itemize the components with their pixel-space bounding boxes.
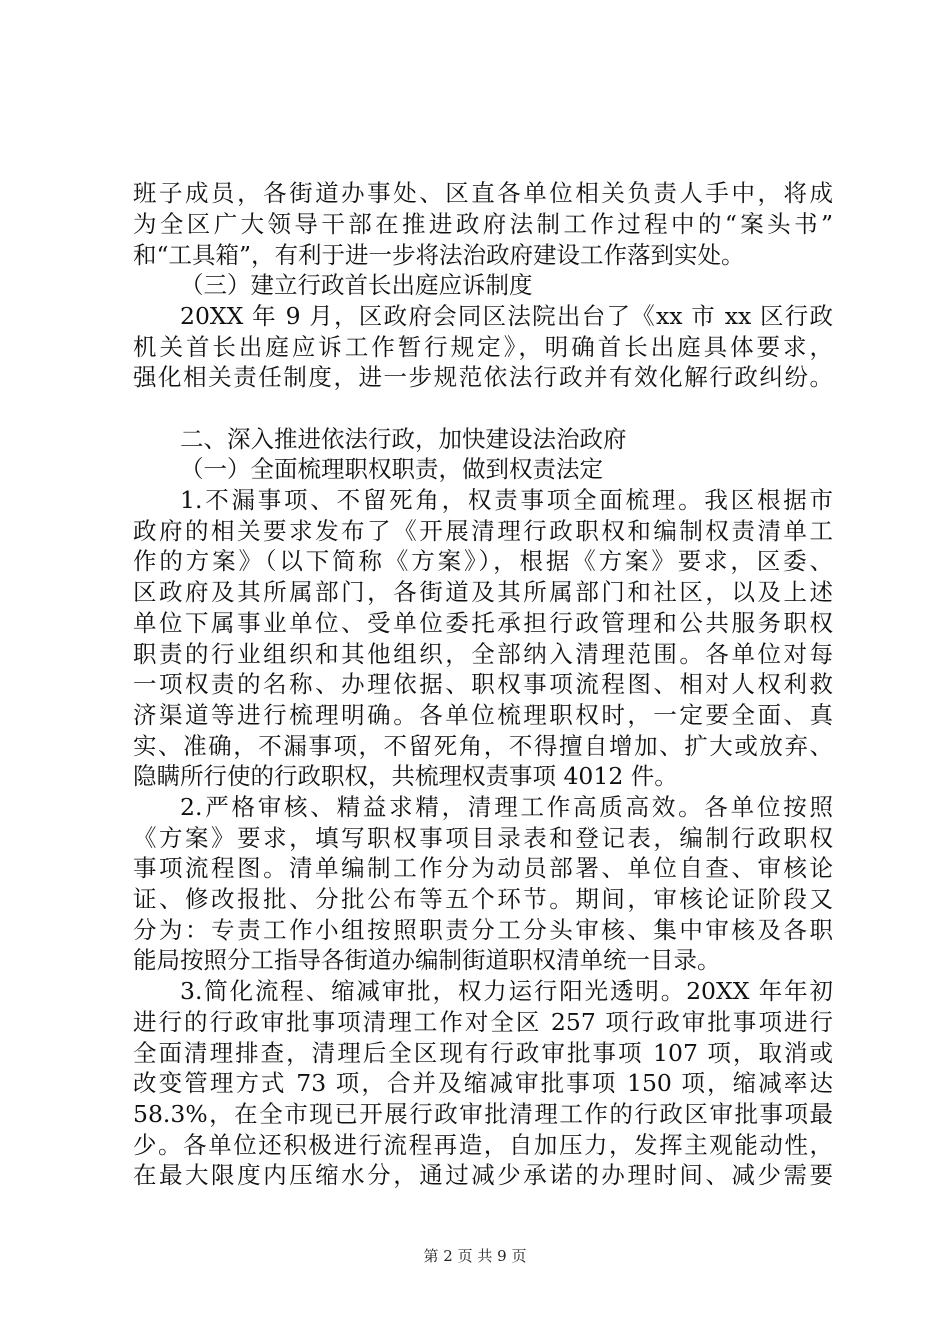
body-text-line: 班子成员，各街道办事处、区直各单位相关负责人手中，将成 (133, 179, 833, 207)
body-text-line: 政府的相关要求发布了《开展清理行政职权和编制权责清单工 (133, 517, 833, 545)
body-text-line: 济渠道等进行梳理明确。各单位梳理职权时，一定要全面、真 (133, 701, 833, 729)
body-text-line: 实、准确，不漏事项，不留死角，不得擅自增加、扩大或放弃、 (133, 732, 833, 760)
body-text-line: 机关首长出庭应诉工作暂行规定》，明确首长出庭具体要求， (133, 333, 833, 361)
body-text-line: 在最大限度内压缩水分，通过减少承诺的办理时间、减少需要 (133, 1161, 833, 1189)
body-text-line: 1.不漏事项、不留死角，权责事项全面梳理。我区根据市 (180, 486, 833, 514)
body-text-line: 作的方案》（以下简称《方案》），根据《方案》要求，区委、 (133, 547, 833, 575)
body-text-line: 职责的行业组织和其他组织，全部纳入清理范围。各单位对每 (133, 640, 833, 668)
chapter-heading: 二、深入推进依法行政，加快建设法治政府 (180, 425, 627, 453)
page-number-footer: 第 2 页 共 9 页 (423, 1247, 527, 1265)
body-text-line: 单位下属事业单位、受单位委托承担行政管理和公共服务职权 (133, 609, 833, 637)
body-text-line: 分为：专责工作小组按照职责分工分头审核、集中审核及各职 (133, 916, 833, 944)
body-text-line: 事项流程图。清单编制工作分为动员部署、单位自查、审核论 (133, 854, 833, 882)
section-heading: （一）全面梳理职权职责，做到权责法定 (180, 455, 603, 483)
body-text-line: 一项权责的名称、办理依据、职权事项流程图、相对人权利救 (133, 670, 833, 698)
body-text-line: 进行的行政审批事项清理工作对全区 257 项行政审批事项进行 (133, 1008, 833, 1036)
body-text-line: 能局按照分工指导各街道办编制街道职权清单统一目录。 (133, 946, 721, 974)
body-text-line: 2.严格审核、精益求精，清理工作高质高效。各单位按照 (180, 793, 833, 821)
body-text-line: 20XX 年 9 月，区政府会同区法院出台了《xx 市 xx 区行政 (180, 302, 833, 330)
body-text-line: 《方案》要求，填写职权事项目录表和登记表，编制行政职权 (133, 824, 833, 852)
body-text-line: 强化相关责任制度，进一步规范依法行政并有效化解行政纠纷。 (133, 363, 833, 391)
body-text-line: 证、修改报批、分批公布等五个环节。期间，审核论证阶段又 (133, 885, 833, 913)
body-text-line: 和“工具箱”，有利于进一步将法治政府建设工作落到实处。 (133, 241, 745, 269)
body-text-line: 为全区广大领导干部在推进政府法制工作过程中的“案头书” (133, 210, 833, 238)
body-text-line: 改变管理方式 73 项，合并及缩减审批事项 150 项，缩减率达 (133, 1069, 833, 1097)
body-text-line: 58.3%，在全市现已开展行政审批清理工作的行政区审批事项最 (133, 1100, 833, 1128)
body-text-line: 3.简化流程、缩减审批，权力运行阳光透明。20XX 年年初 (180, 977, 833, 1005)
body-text-line: 隐瞒所行使的行政职权，共梳理权责事项 4012 件。 (133, 762, 678, 790)
body-text-line: 全面清理排查，清理后全区现有行政审批事项 107 项，取消或 (133, 1039, 833, 1067)
section-heading: （三）建立行政首长出庭应诉制度 (180, 271, 533, 299)
body-text-line: 少。各单位还积极进行流程再造，自加压力，发挥主观能动性， (133, 1131, 833, 1159)
body-text-line: 区政府及其所属部门，各街道及其所属部门和社区，以及上述 (133, 578, 833, 606)
